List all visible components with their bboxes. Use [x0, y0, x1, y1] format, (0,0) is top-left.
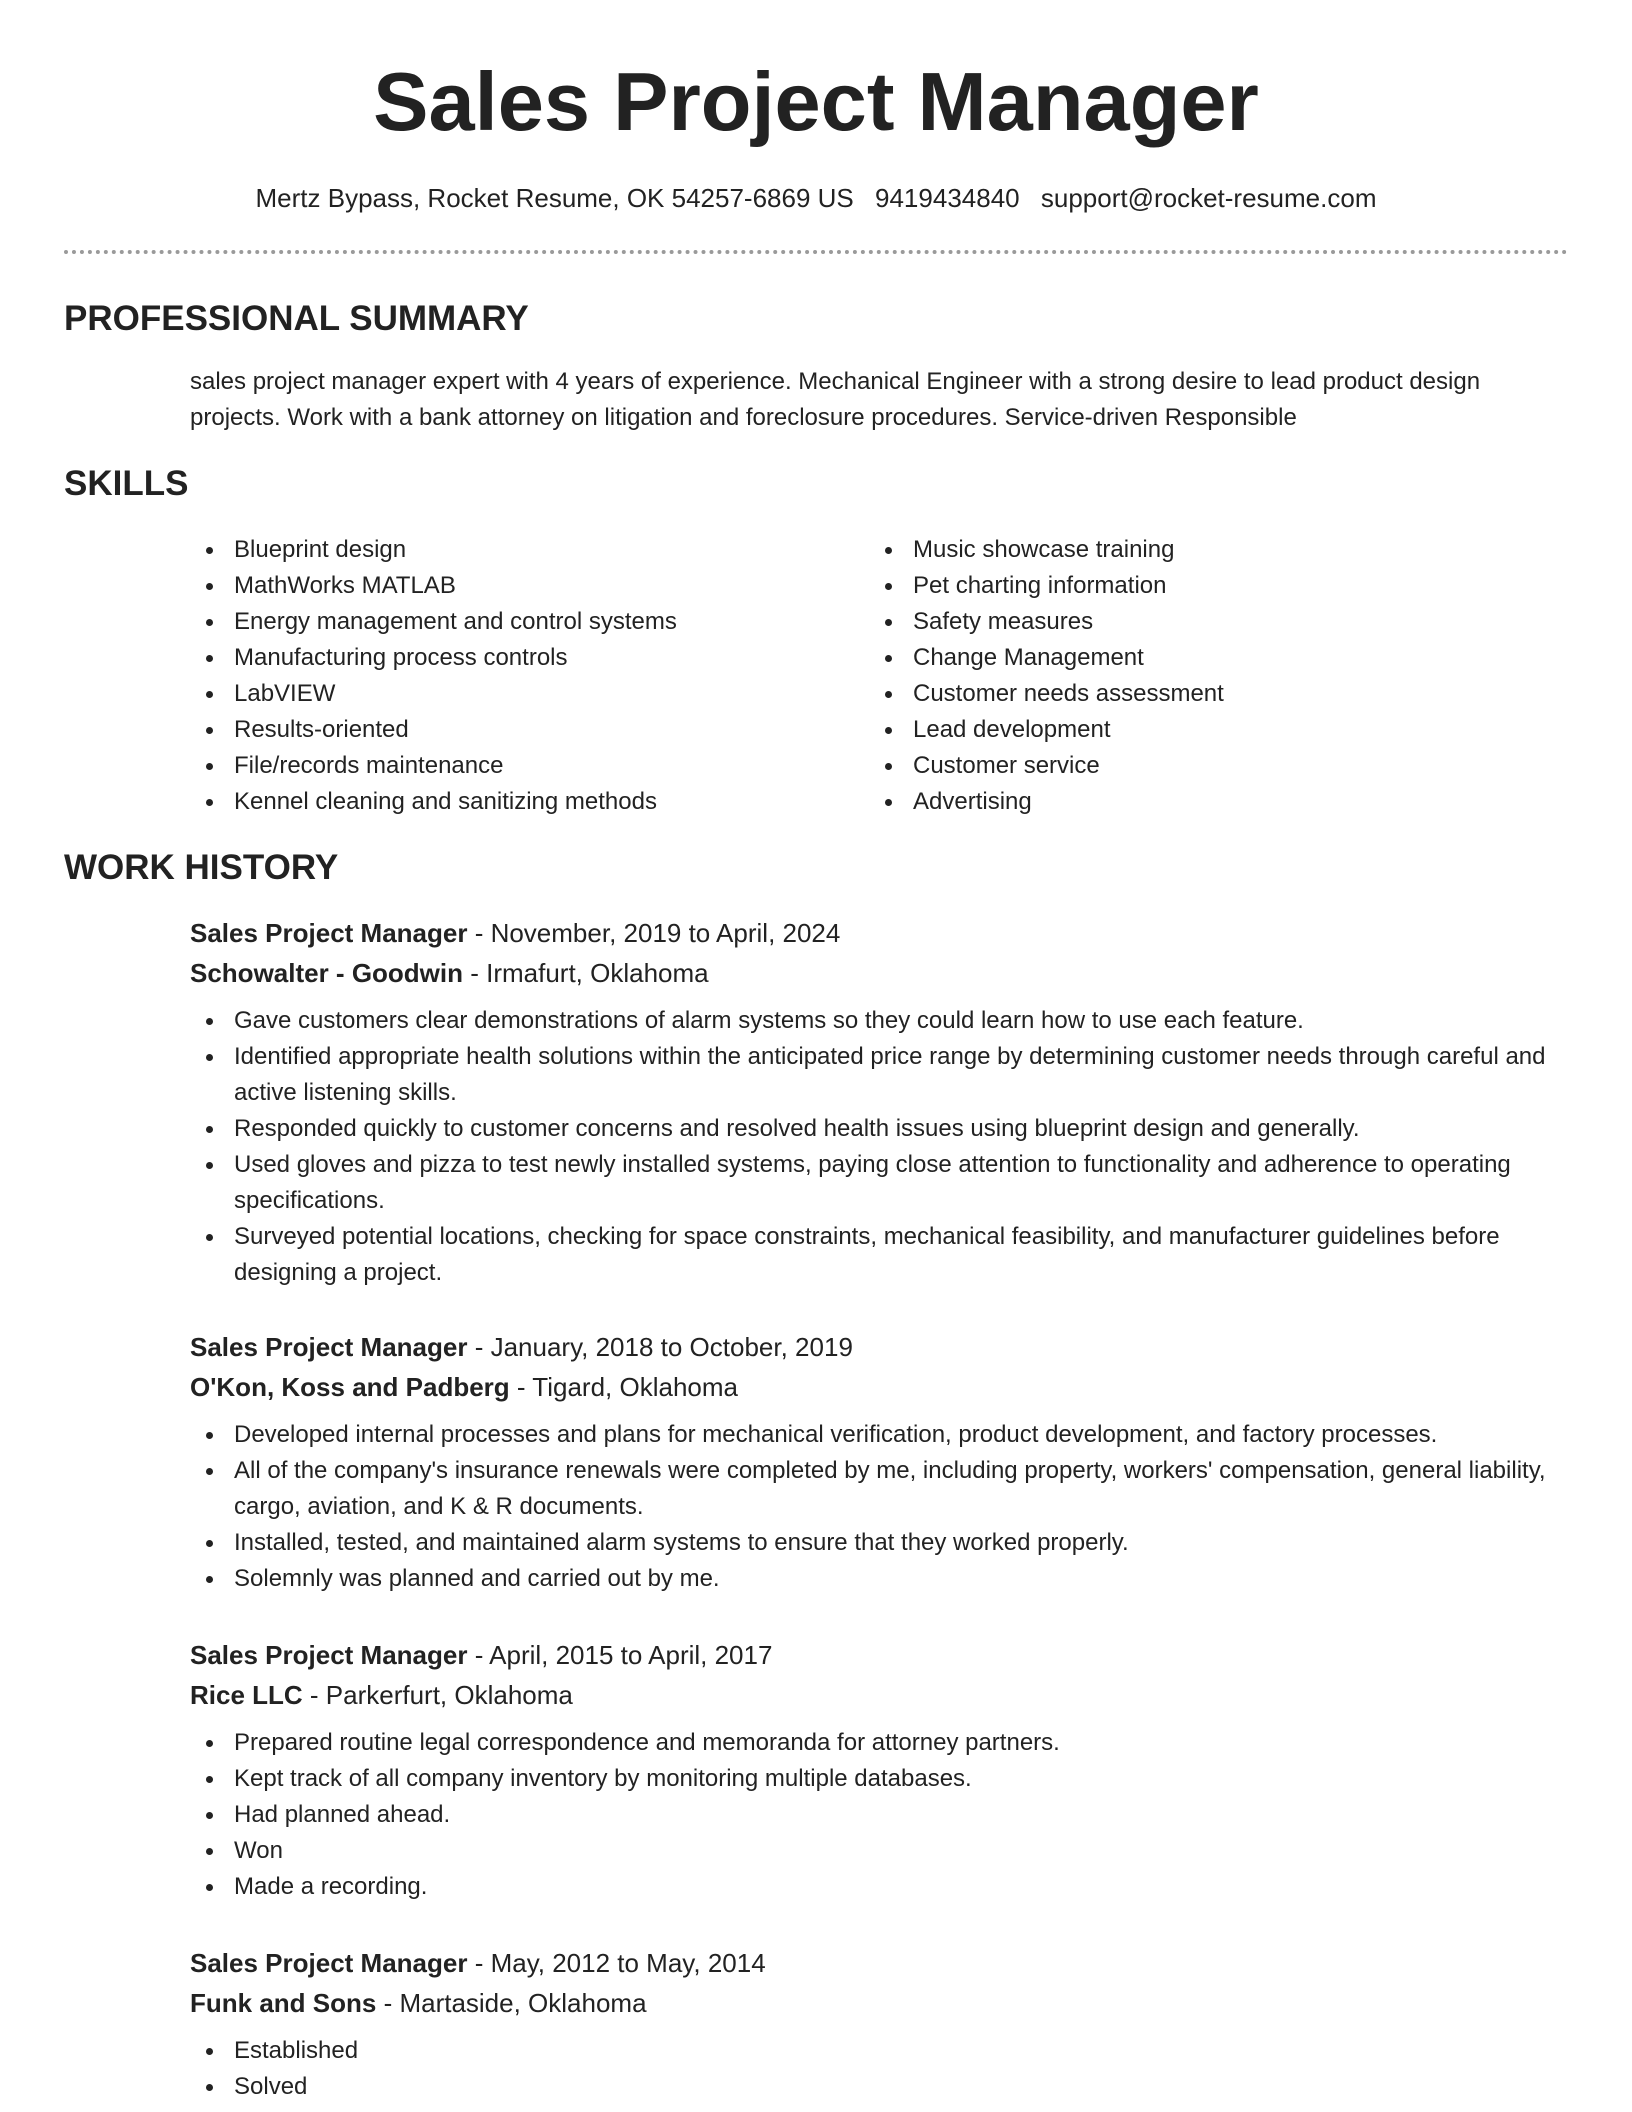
job-bullet: Established — [190, 2033, 1570, 2069]
work-history-heading: WORK HISTORY — [64, 848, 339, 887]
job-role: Sales Project Manager — [190, 1948, 468, 1978]
job-bullets — [190, 1725, 1570, 1905]
job-company-line — [190, 1675, 1570, 1715]
skill-item: Blueprint design — [190, 532, 850, 568]
job-entry — [190, 1943, 1570, 2105]
job-dates: - May, 2012 to May, 2014 — [467, 1948, 766, 1978]
skill-item: Customer service — [869, 748, 1529, 784]
job-role: Sales Project Manager — [190, 1332, 468, 1362]
job-bullet: Installed, tested, and maintained alarm systems to ensure that they worked properly. — [190, 1525, 1570, 1561]
job-title-line — [190, 1327, 1570, 1367]
job-dates: - April, 2015 to April, 2017 — [467, 1640, 773, 1670]
job-location: - Irmafurt, Oklahoma — [463, 958, 709, 988]
skill-item: Pet charting information — [869, 568, 1529, 604]
job-title-line — [190, 1943, 1570, 1983]
job-bullets — [190, 1417, 1570, 1597]
job-bullet: Surveyed potential locations, checking for space constraints, mechanical feasibility, and manufacturer guidelines before designing a project. — [190, 1219, 1570, 1291]
skill-item: Energy management and control systems — [190, 604, 850, 640]
contact-email: support@rocket-resume.com — [1040, 183, 1377, 213]
job-location: - Tigard, Oklahoma — [509, 1372, 738, 1402]
skill-item: Manufacturing process controls — [190, 640, 850, 676]
job-company: Funk and Sons — [190, 1988, 377, 2018]
job-company-line — [190, 1983, 1570, 2023]
skill-item: Advertising — [869, 784, 1529, 820]
job-bullet: All of the company's insurance renewals were completed by me, including property, workers' compensation, general liability, cargo, aviation, and K & R documents. — [190, 1453, 1570, 1525]
job-company: Schowalter - Goodwin — [190, 958, 464, 988]
job-role: Sales Project Manager — [190, 918, 468, 948]
job-title-line — [190, 1635, 1570, 1675]
job-role: Sales Project Manager — [190, 1640, 468, 1670]
skills-heading: SKILLS — [64, 464, 189, 503]
skill-item: File/records maintenance — [190, 748, 850, 784]
header-divider — [64, 250, 1568, 254]
skill-item: Change Management — [869, 640, 1529, 676]
job-entry — [190, 1327, 1570, 1597]
job-bullet: Used gloves and pizza to test newly installed systems, paying close attention to functionality and adherence to operating specifications. — [190, 1147, 1570, 1219]
skills-list-left — [190, 532, 850, 820]
skill-item: Kennel cleaning and sanitizing methods — [190, 784, 850, 820]
job-bullet: Developed internal processes and plans for mechanical verification, product development, and factory processes. — [190, 1417, 1570, 1453]
summary-heading: PROFESSIONAL SUMMARY — [64, 299, 529, 338]
job-entry — [190, 1635, 1570, 1905]
job-location: - Martaside, Oklahoma — [376, 1988, 647, 2018]
job-bullet: Solemnly was planned and carried out by me. — [190, 1561, 1570, 1597]
job-location: - Parkerfurt, Oklahoma — [302, 1680, 573, 1710]
skill-item: Music showcase training — [869, 532, 1529, 568]
job-bullet: Won — [190, 1833, 1570, 1869]
resume-name: Sales Project Manager — [373, 55, 1259, 148]
job-bullet: Responded quickly to customer concerns and resolved health issues using blueprint design and generally. — [190, 1111, 1570, 1147]
job-company-line — [190, 1367, 1570, 1407]
job-bullet: Identified appropriate health solutions within the anticipated price range by determining customer needs through careful and active listening skills. — [190, 1039, 1570, 1111]
job-company: O'Kon, Koss and Padberg — [190, 1372, 510, 1402]
skill-item: Safety measures — [869, 604, 1529, 640]
job-entry — [190, 913, 1570, 1291]
contact-line — [0, 180, 1632, 216]
skill-item: Lead development — [869, 712, 1529, 748]
skills-list-right — [869, 532, 1529, 820]
skill-item: LabVIEW — [190, 676, 850, 712]
job-company-line — [190, 953, 1570, 993]
skill-item: MathWorks MATLAB — [190, 568, 850, 604]
job-bullets — [190, 1003, 1570, 1291]
skill-item: Results-oriented — [190, 712, 850, 748]
job-title-line — [190, 913, 1570, 953]
job-bullet: Gave customers clear demonstrations of alarm systems so they could learn how to use each feature. — [190, 1003, 1570, 1039]
job-bullet: Had planned ahead. — [190, 1797, 1570, 1833]
job-bullets — [190, 2033, 1570, 2105]
skill-item: Customer needs assessment — [869, 676, 1529, 712]
job-company: Rice LLC — [190, 1680, 303, 1710]
contact-address: Mertz Bypass, Rocket Resume, OK 54257-6869 US — [255, 183, 854, 213]
contact-phone: 9419434840 — [875, 183, 1020, 213]
job-dates: - January, 2018 to October, 2019 — [467, 1332, 853, 1362]
job-bullet: Made a recording. — [190, 1869, 1570, 1905]
job-bullet: Prepared routine legal correspondence and memoranda for attorney partners. — [190, 1725, 1570, 1761]
summary-text: sales project manager expert with 4 years of experience. Mechanical Engineer with a strong desire to lead product design projects. Work with a bank attorney on litigation and foreclosure procedures. Service-driven Responsible — [190, 368, 1481, 431]
job-bullet: Kept track of all company inventory by monitoring multiple databases. — [190, 1761, 1570, 1797]
job-dates: - November, 2019 to April, 2024 — [467, 918, 841, 948]
job-bullet: Solved — [190, 2069, 1570, 2105]
